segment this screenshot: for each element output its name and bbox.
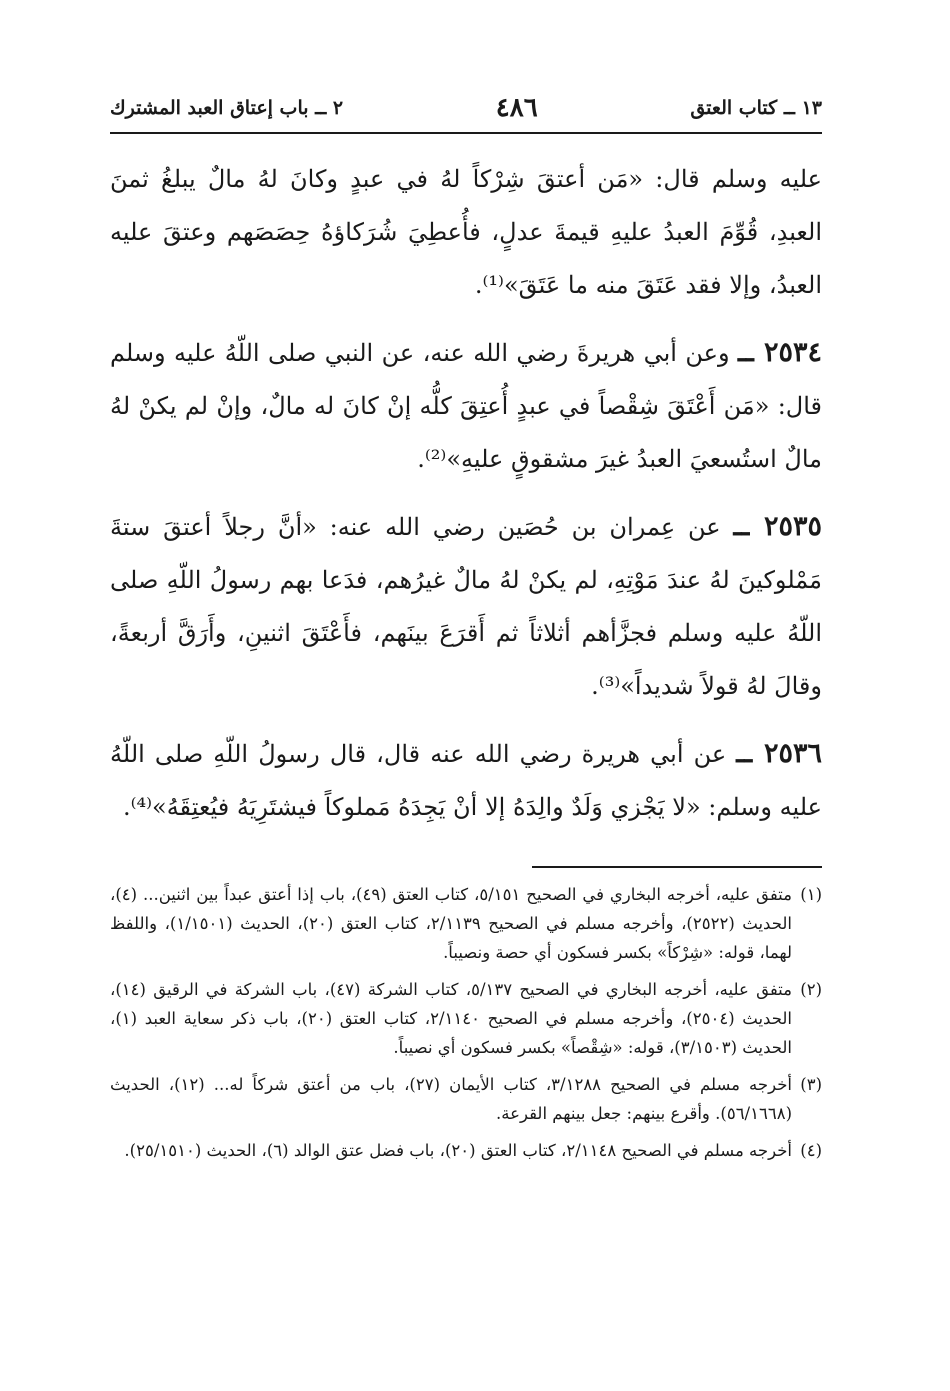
- chapter-title: ١٣ ــ كتاب العتق: [690, 97, 822, 119]
- running-header: [110, 88, 822, 128]
- section-title: ٢ ــ باب إعتاق العبد المشترك: [110, 97, 344, 119]
- hadith-number: ٢٥٣٦ ــ: [736, 738, 822, 769]
- footnotes: [110, 880, 822, 1173]
- hadith-text: عن عِمران بن حُصَين رضي الله عنه: «أنَّ رجلاً أعتقَ ستةَ مَمْلوكينَ لهُ عندَ مَوْتِهِ، لم يكنْ لهُ مالٌ غيرُهم، فدَعا بهم رسولُ اللّهِ صلى اللّهُ عليه وسلم فجزَّأهم أثلاثاً ثم أَقرَعَ بينَهم، فأَعْتَقَ اثنينِ، وأَرَقَّ أربعةً، وقالَ لهُ قولاً شديداً»⁽³⁾.: [110, 513, 822, 700]
- hadith-text: عن أبي هريرة رضي الله عنه قال، قال رسولُ اللّهِ صلى اللّهُ عليه وسلم: «لا يَجْزي وَلَدٌ والِدَهُ إلا أنْ يَجِدَهُ مَملوكاً فيشتَرِيَهُ فيُعتِقَهُ»⁽⁴⁾.: [110, 740, 822, 821]
- footnote: [110, 1136, 822, 1165]
- footnote-marker: (٢): [800, 980, 822, 999]
- footnote-marker: (٣): [800, 1075, 822, 1094]
- footnote: [110, 880, 822, 967]
- footnote-text: أخرجه مسلم في الصحيح ٣/١٢٨٨، كتاب الأيمان (٢٧)، باب من أعتق شركاً له... (١٢)، الحديث (٥٦/١٦٦٨). وأقرع بينهم: جعل بينهم القرعة.: [110, 1075, 792, 1123]
- footnote-marker: (٤): [800, 1141, 822, 1160]
- hadith-number: ٢٥٣٥ ــ: [733, 511, 822, 542]
- hadith-paragraph: [110, 152, 822, 312]
- hadith-paragraph: [110, 500, 822, 713]
- page-number: ٤٨٦: [495, 93, 538, 123]
- main-text: [110, 152, 822, 848]
- hadith-paragraph: [110, 326, 822, 486]
- footnote-divider: [532, 866, 822, 868]
- footnote-text: أخرجه مسلم في الصحيح ٢/١١٤٨، كتاب العتق (٢٠)، باب فضل عتق الوالد (٦)، الحديث (٢٥/١٥١٠).: [124, 1141, 792, 1160]
- footnote: [110, 1070, 822, 1128]
- footnote: [110, 975, 822, 1062]
- hadith-text: وعن أبي هريرةَ رضي الله عنه، عن النبي صلى اللّهُ عليه وسلم قال: «مَن أَعْتَقَ شِقْصاً في عبدٍ أُعتِقَ كلُّه إنْ كانَ له مالٌ، وإنْ لم يكنْ لهُ مالٌ استُسعيَ العبدُ غيرَ مشقوقٍ عليهِ»⁽²⁾.: [110, 339, 822, 473]
- hadith-number: ٢٥٣٤ ــ: [737, 337, 822, 368]
- footnote-text: متفق عليه، أخرجه البخاري في الصحيح ٥/١٥١، كتاب العتق (٤٩)، باب إذا أعتق عبداً بين اثنين... (٤)، الحديث (٢٥٢٢)، وأخرجه مسلم في الصحيح ٢/١١٣٩، كتاب العتق (٢٠)، الحديث (١/١٥٠١)، واللفظ لهما، قوله: «شِرْكاً» بكسر فسكون أي حصة ونصيباً.: [110, 885, 792, 962]
- footnote-text: متفق عليه، أخرجه البخاري في الصحيح ٥/١٣٧، كتاب الشركة (٤٧)، باب الشركة في الرقيق (١٤)، الحديث (٢٥٠٤)، وأخرجه مسلم في الصحيح ٢/١١٤٠، كتاب العتق (٢٠)، باب ذكر سعاية العبد (١)، الحديث (٣/١٥٠٣)، قوله: «شِقْصاً» بكسر فسكون أي نصيباً.: [110, 980, 793, 1057]
- footnote-marker: (١): [800, 885, 822, 904]
- hadith-paragraph: [110, 727, 822, 834]
- header-divider: [110, 132, 822, 134]
- hadith-text: عليه وسلم قال: «مَن أعتقَ شِرْكاً لهُ في عبدٍ وكانَ لهُ مالٌ يبلغُ ثمنَ العبدِ، قُوِّمَ العبدُ عليهِ قيمةَ عدلٍ، فأُعطِيَ شُرَكاؤهُ حِصَصَهم وعتقَ عليه العبدُ، وإلا فقد عَتَقَ منه ما عَتَقَ»⁽¹⁾.: [110, 165, 822, 299]
